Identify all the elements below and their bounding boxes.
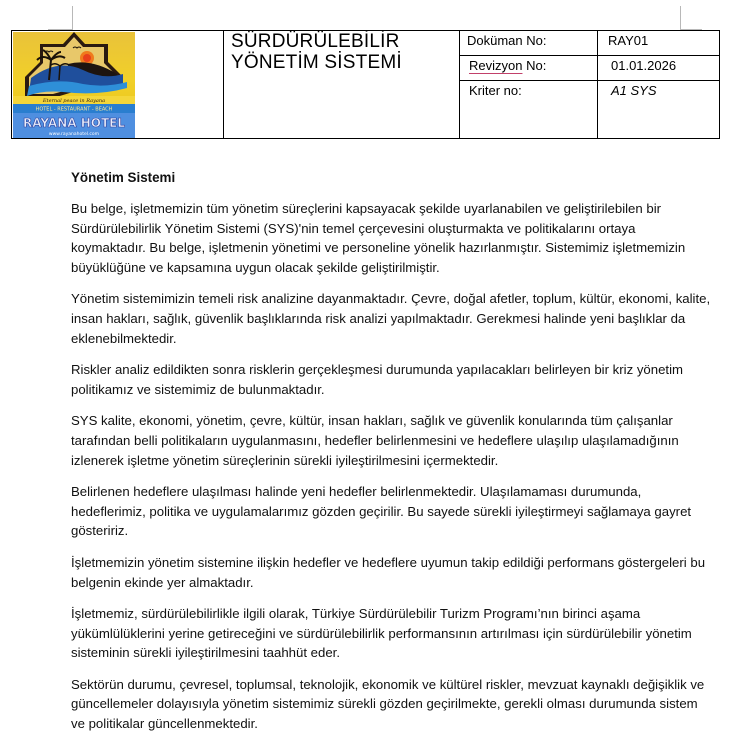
logo-tagline: Eternal peace in Rayana bbox=[42, 98, 106, 104]
logo-subtitle: HOTEL - RESTAURANT - BEACH bbox=[35, 106, 113, 113]
paragraph: Sektörün durumu, çevresel, toplumsal, teknolojik, ekonomik ve kültürel riskler, mevzuat kaynaklı değişiklik ve güncellemeler dolayısıyla yönetim sistemimiz sürekli gözden geçirilmekte, gerekli olması durumunda sistem ve politikalar güncellenmektedir. bbox=[71, 676, 705, 732]
document-body bbox=[71, 168, 711, 746]
document-header-table bbox=[11, 30, 720, 139]
hotel-logo-graphic bbox=[13, 32, 135, 138]
paragraph: İşletmemiz, sürdürülebilirlikle ilgili olarak, Türkiye Sürdürülebilir Turizm Programı’nın birinci aşama yükümlülüklerini yerine getireceğini ve sürdürülebilirlik performansının artırılması için sürdürülebilir yönetim sisteminin sürekli iyileştirilmesini taahhüt eder. bbox=[71, 606, 692, 661]
hotel-logo bbox=[13, 32, 135, 138]
paragraph: Riskler analiz edildikten sonra risklerin gerçekleşmesi durumunda yapılacakları belirleyen bir kriz yönetim politikamız ve sistemimiz de bulunmaktadır. bbox=[71, 362, 684, 397]
section-heading: Yönetim Sistemi bbox=[71, 170, 176, 185]
revision-no-value: 01.01.2026 bbox=[598, 56, 720, 81]
revision-no-label-spellchecked: Revizyon bbox=[469, 58, 523, 73]
logo-cell bbox=[12, 31, 224, 139]
paragraph: Bu belge, işletmemizin tüm yönetim süreçlerini kapsayacak şekilde uyarlanabilen ve geliştirilebilen bir Sürdürülebilirlik Yönetim Sistemi (SYS)'nin temel çerçevesini oluşturmakta ve politikalarını ortaya koymaktadır. Bu belge, işletmenin yönetimi ve personeline yönelik hazırlanmıştır. Sistemimiz işletmemizin büyüklüğüne ve kapsamına uygun olacak şekilde geliştirilmiştir. bbox=[71, 201, 686, 275]
paragraph: SYS kalite, ekonomi, yönetim, çevre, kültür, insan hakları, sağlık ve güvenlik konularında tüm çalışanlar tarafından belli politikaların uygulanmasını, hedefler belirlenmesini ve hedeflere ulaşılıp ulaşılamadığının izlenerek işletme yönetim süreçlerinin sürekli iyileştirilmesini içermektedir. bbox=[71, 413, 679, 468]
logo-website: www.rayanahotel.com bbox=[48, 132, 100, 137]
document-title-line-2: YÖNETİM SİSTEMİ bbox=[231, 52, 402, 73]
logo-name: RAYANA HOTEL bbox=[23, 116, 125, 130]
document-title-line-1: SÜRDÜRÜLEBİLİR bbox=[231, 31, 400, 52]
crop-mark bbox=[72, 6, 73, 30]
paragraph: Yönetim sistemimizin temeli risk analizine dayanmaktadır. Çevre, doğal afetler, toplum, kültür, ekonomi, kalite, insan hakları, sağlık, güvenlik başlıklarında risk analizi yapılmaktadır. Gerekmesi halinde yeni başlıklar da eklenebilmektedir. bbox=[71, 291, 711, 346]
criterion-no-value: A1 SYS bbox=[598, 81, 720, 139]
criterion-no-label: Kriter no: bbox=[460, 81, 598, 139]
paragraph: İşletmemizin yönetim sistemine ilişkin hedefler ve hedeflere uyumun takip edildiği performans göstergeleri bu belgenin ekinde yer almaktadır. bbox=[71, 554, 706, 590]
document-no-label: Doküman No: bbox=[460, 31, 598, 56]
title-cell bbox=[224, 31, 460, 139]
paragraph: Belirlenen hedeflere ulaşılması halinde yeni hedefler belirlenmektedir. Ulaşılamaması durumunda, hedeflerimiz, politika ve uygulamalarımız gözden geçirilir. Bu sayede sürekli iyileştirmeyi sağlamaya gayret gösteririz. bbox=[71, 484, 692, 539]
document-title bbox=[224, 31, 459, 73]
crop-mark bbox=[680, 6, 681, 30]
revision-no-label-rest: No: bbox=[522, 58, 547, 73]
revision-no-label bbox=[460, 56, 598, 81]
document-no-value: RAY01 bbox=[598, 31, 720, 56]
